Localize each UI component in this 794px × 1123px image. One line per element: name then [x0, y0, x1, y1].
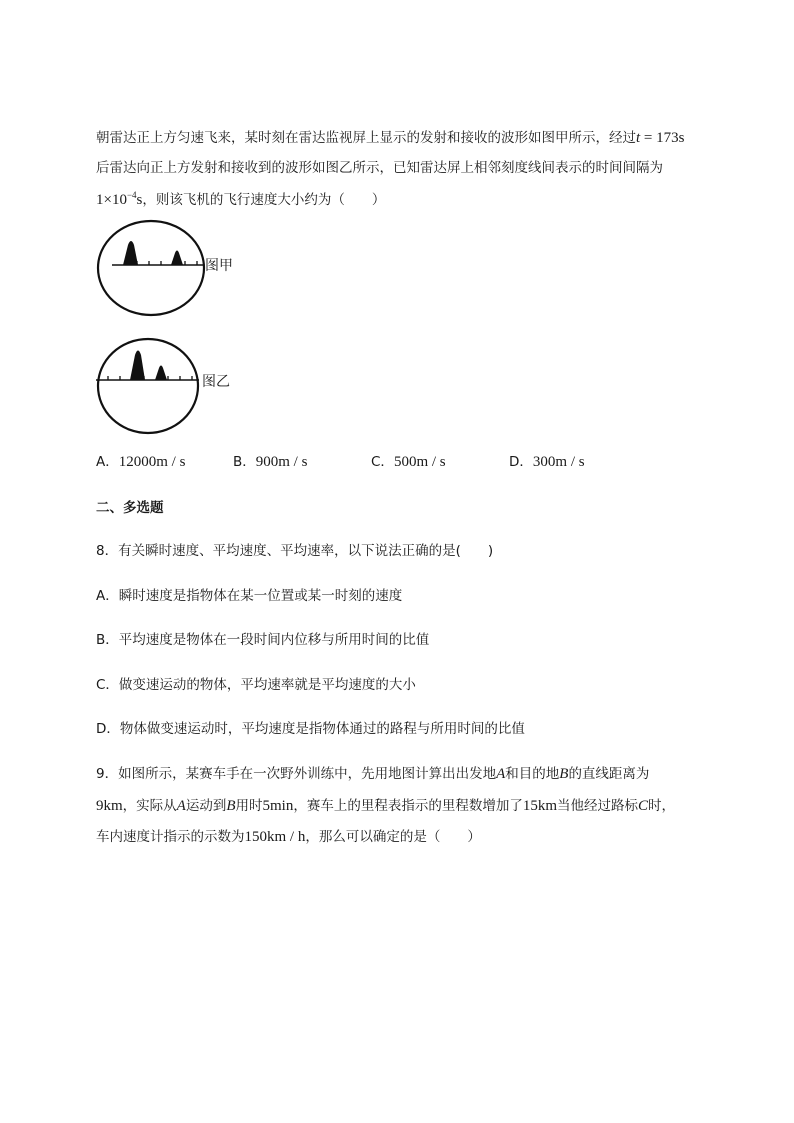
option-value: 12000m / s	[118, 454, 186, 470]
q8-option-b[interactable]: B．平均速度是物体在一段时间内位移与所用时间的比值	[96, 632, 430, 648]
q7-option-d[interactable]	[509, 452, 585, 472]
q7-interval-value: $1\times 10^{-4}s$	[96, 190, 143, 208]
figure-a-label: 图甲	[205, 258, 233, 274]
time-value: 5min	[262, 798, 294, 814]
point-b-label: B	[559, 766, 569, 782]
speed-value: 150km / h	[244, 829, 306, 845]
radar-screen-b-echo-pulse	[155, 366, 167, 381]
q7-stem-line-1	[96, 128, 684, 148]
option-value: 900m / s	[255, 454, 308, 470]
option-value: 500m / s	[393, 454, 446, 470]
q7-option-b[interactable]	[233, 452, 307, 472]
radar-screen-b-outline	[98, 339, 198, 433]
q8-option-a[interactable]: A．瞬时速度是指物体在某一位置或某一时刻的速度	[96, 588, 403, 604]
option-letter: B．	[233, 454, 256, 470]
q7-options	[96, 452, 696, 472]
option-letter: A．	[96, 454, 119, 470]
option-value: 300m / s	[532, 454, 585, 470]
q9-stem-line-3: 车内速度计指示的示数为150km / h，那么可以确定的是（ ）	[96, 829, 481, 845]
q7-option-a[interactable]	[96, 452, 185, 472]
radar-screen-a-outline	[98, 221, 204, 315]
q7-stem-line-2	[96, 158, 663, 178]
point-b-label: B	[226, 798, 236, 814]
q9-stem-line-1: 9．如图所示，某赛车手在一次野外训练中，先用地图计算出出发地A和目的地B的直线距离为	[96, 766, 650, 782]
radar-screen-a-emitted-pulse	[123, 241, 138, 265]
radar-screen-b-emitted-pulse	[130, 351, 145, 381]
option-letter: D．	[509, 454, 533, 470]
option-letter: C．	[371, 454, 394, 470]
point-a-label: A	[496, 766, 506, 782]
q7-stem-text-3: ，则该飞机的飞行速度大小约为（ ）	[142, 192, 386, 208]
q7-stem-text-1: 朝雷达正上方匀速飞来，某时刻在雷达监视屏上显示的发射和接收的波形如图甲所示，经过	[96, 130, 636, 146]
q8-option-c[interactable]: C．做变速运动的物体，平均速率就是平均速度的大小	[96, 677, 416, 693]
q9-stem-line-2: 9km，实际从A运动到B用时5min，赛车上的里程表指示的里程数增加了15km当他经过路标C时，	[96, 798, 676, 814]
mileage-value: 15km	[522, 798, 558, 814]
q7-option-c[interactable]	[371, 452, 446, 472]
distance-value: 9km	[96, 798, 123, 814]
point-a-label: A	[176, 798, 186, 814]
figure-b-label: 图乙	[202, 374, 230, 390]
q7-time-value: t = 173s	[636, 130, 685, 146]
q8-stem: 8．有关瞬时速度、平均速度、平均速率，以下说法正确的是( )	[96, 543, 494, 559]
q7-stem-text-2: 后雷达向正上方发射和接收到的波形如图乙所示，已知雷达屏上相邻刻度线间表示的时间间隔为	[96, 160, 663, 176]
q8-option-d[interactable]: D．物体做变速运动时，平均速度是指物体通过的路程与所用时间的比值	[96, 721, 525, 737]
radar-screen-a-echo-pulse	[171, 251, 183, 266]
point-c-label: C	[638, 798, 649, 814]
q7-stem-line-3	[96, 190, 385, 210]
section-heading-multiple-choice: 二、多选题	[96, 500, 164, 516]
